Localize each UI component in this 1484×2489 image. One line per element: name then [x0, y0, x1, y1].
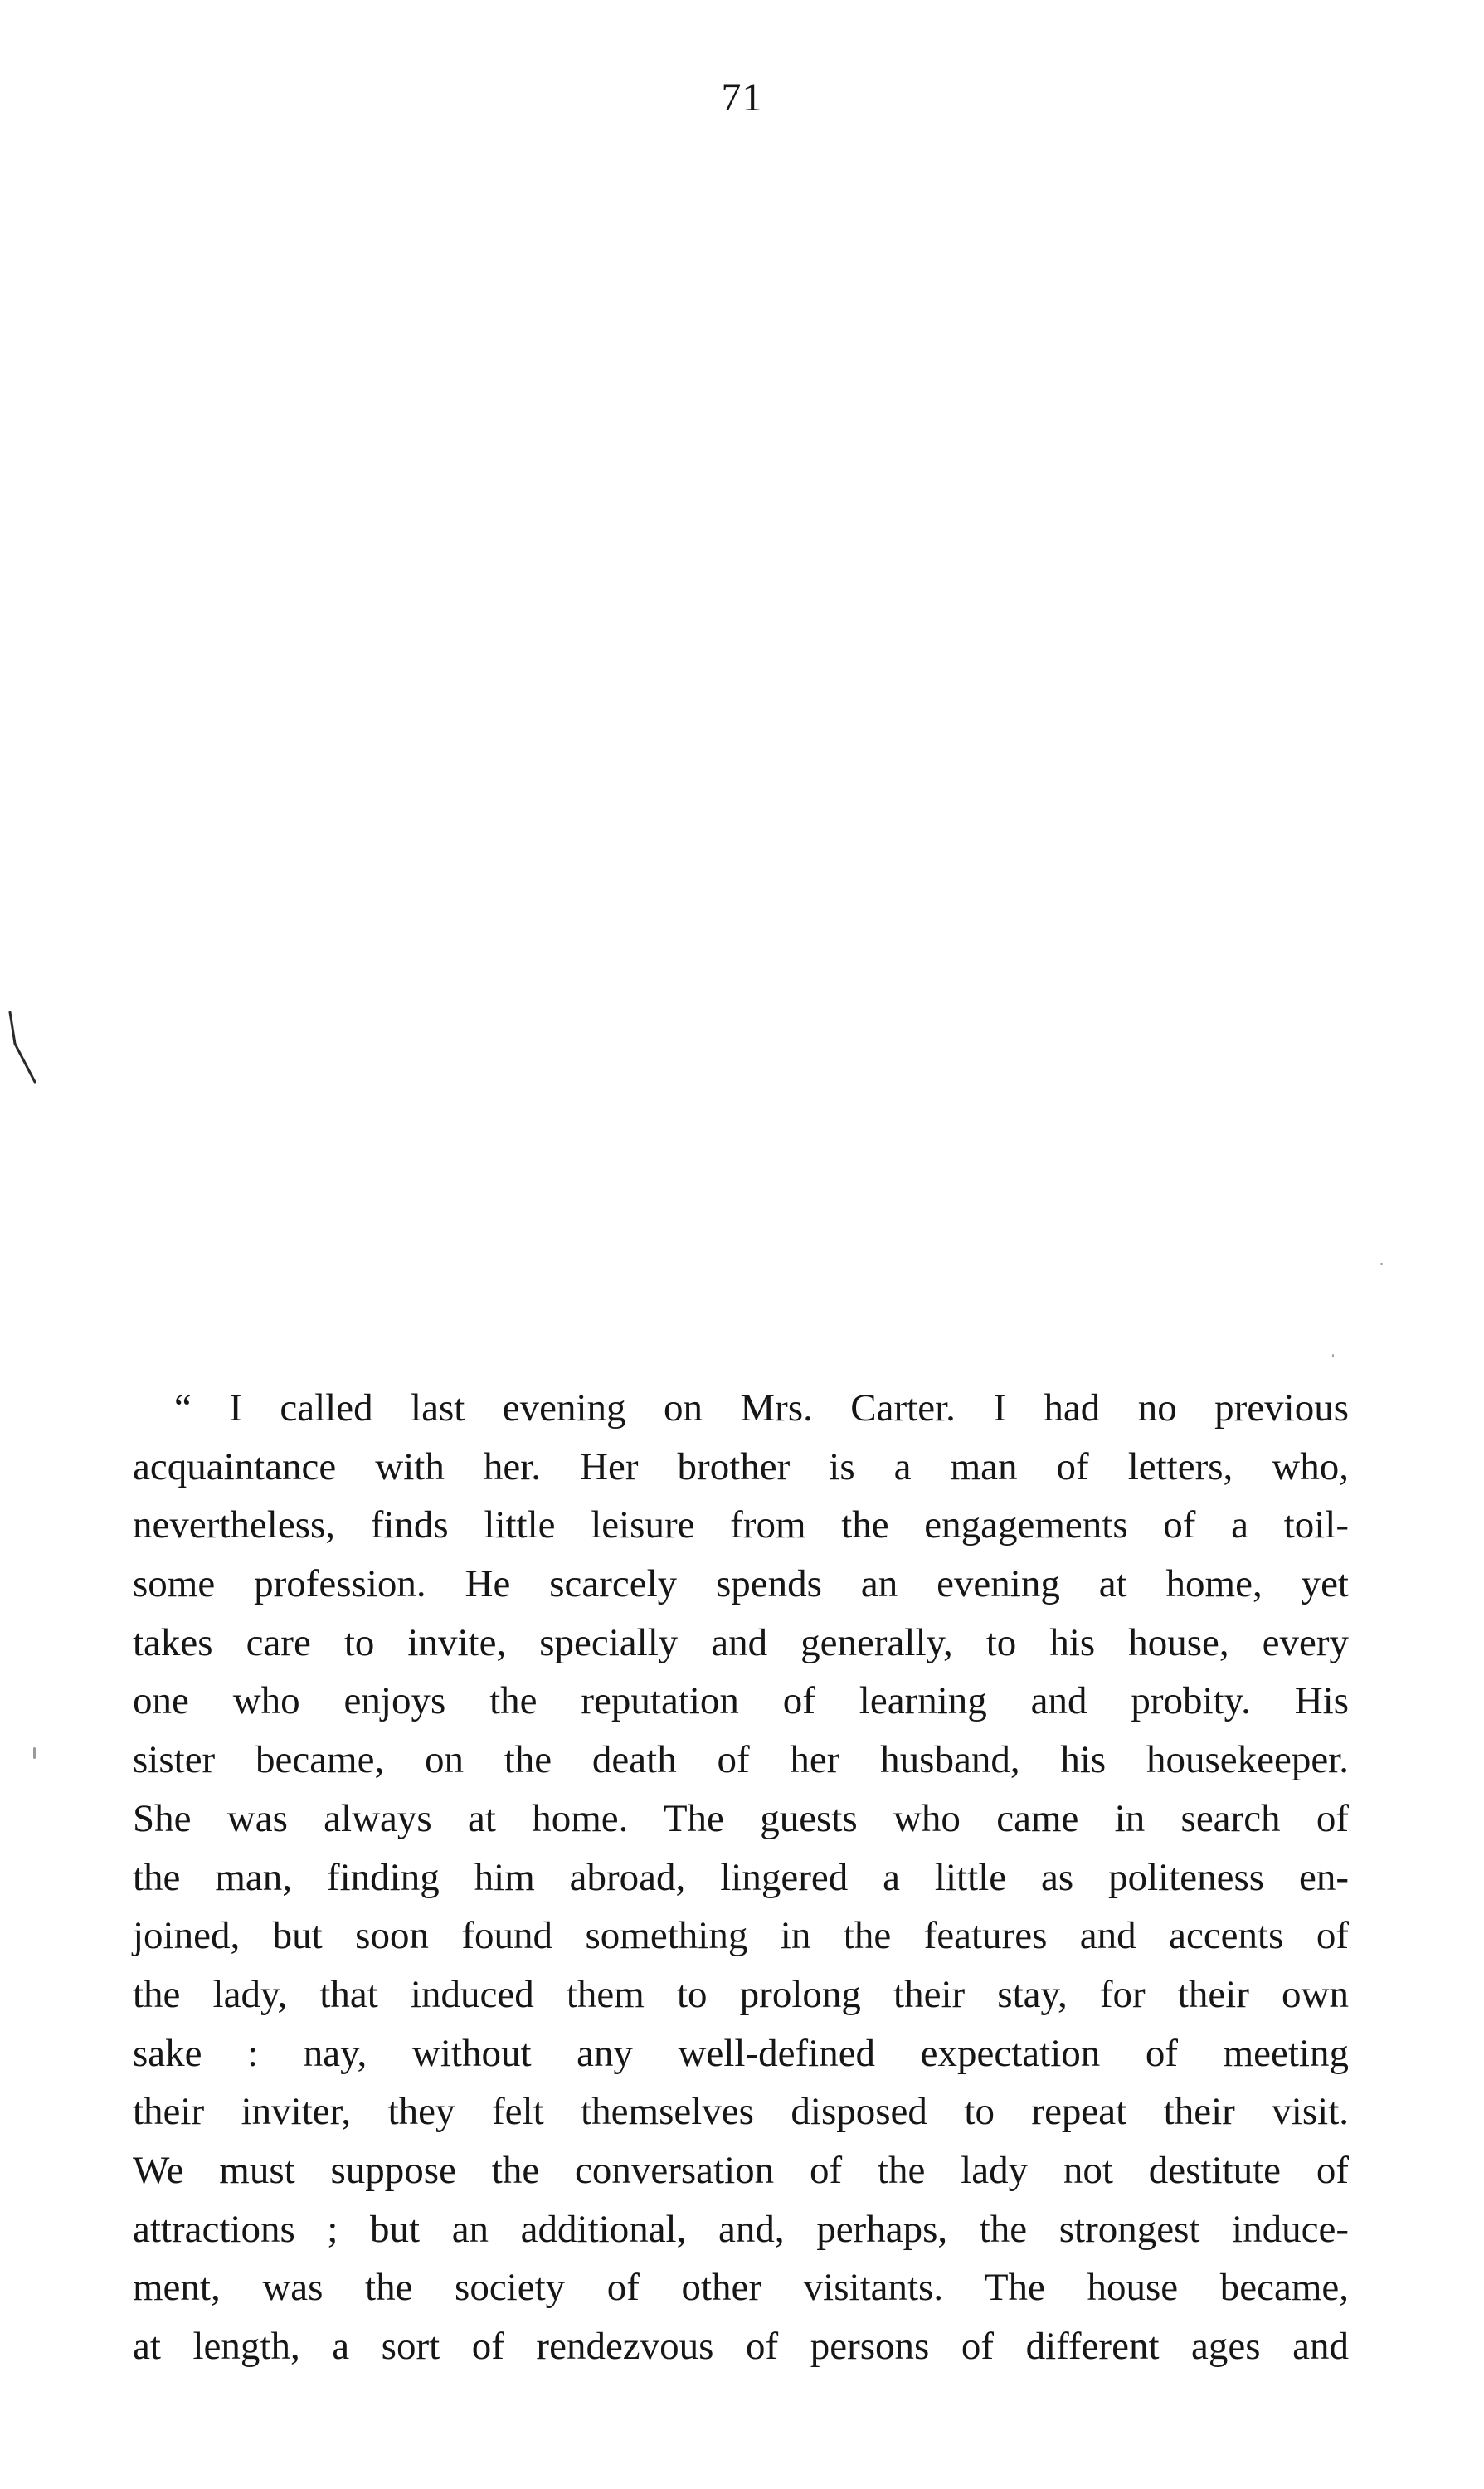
- text-line: their inviter, they felt themselves disposed to repeat their visit.: [133, 2090, 1349, 2134]
- text-line: the lady, that induced them to prolong their stay, for their own: [133, 1972, 1349, 2016]
- paper-speck: [1380, 1263, 1383, 1265]
- text-line: joined, but soon found something in the features and accents of: [133, 1914, 1349, 1958]
- text-line: ment, was the society of other visitants. The house became,: [133, 2266, 1349, 2310]
- text-line: takes care to invite, specially and generally, to his house, every: [133, 1620, 1349, 1664]
- text-line: one who enjoys the reputation of learning and probity. His: [133, 1679, 1349, 1723]
- body-text: [133, 1379, 1349, 2376]
- text-line: nevertheless, finds little leisure from the engagements of a toil-: [133, 1503, 1349, 1547]
- text-line: the man, finding him abroad, lingered a little as politeness en-: [133, 1855, 1349, 1899]
- text-line: at length, a sort of rendezvous of persons of different ages and: [133, 2325, 1349, 2368]
- text-line: sake : nay, without any well-defined expectation of meeting: [133, 2031, 1349, 2075]
- text-line: acquaintance with her. Her brother is a man of letters, who,: [133, 1444, 1349, 1488]
- text-line: attractions ; but an additional, and, perhaps, the strongest induce-: [133, 2207, 1349, 2251]
- text-line: “ I called last evening on Mrs. Carter. I had no previous: [174, 1386, 1349, 1430]
- page-number: 71: [721, 75, 763, 119]
- stray-ink-mark: [7, 1011, 40, 1085]
- text-line: some profession. He scarcely spends an evening at home, yet: [133, 1562, 1349, 1606]
- text-line: We must suppose the conversation of the lady not destitute of: [133, 2148, 1349, 2192]
- text-line: She was always at home. The guests who came in search of: [133, 1796, 1349, 1840]
- paper-speck: [33, 1747, 36, 1759]
- text-line: sister became, on the death of her husband, his housekeeper.: [133, 1738, 1349, 1782]
- paper-speck: [1332, 1354, 1334, 1357]
